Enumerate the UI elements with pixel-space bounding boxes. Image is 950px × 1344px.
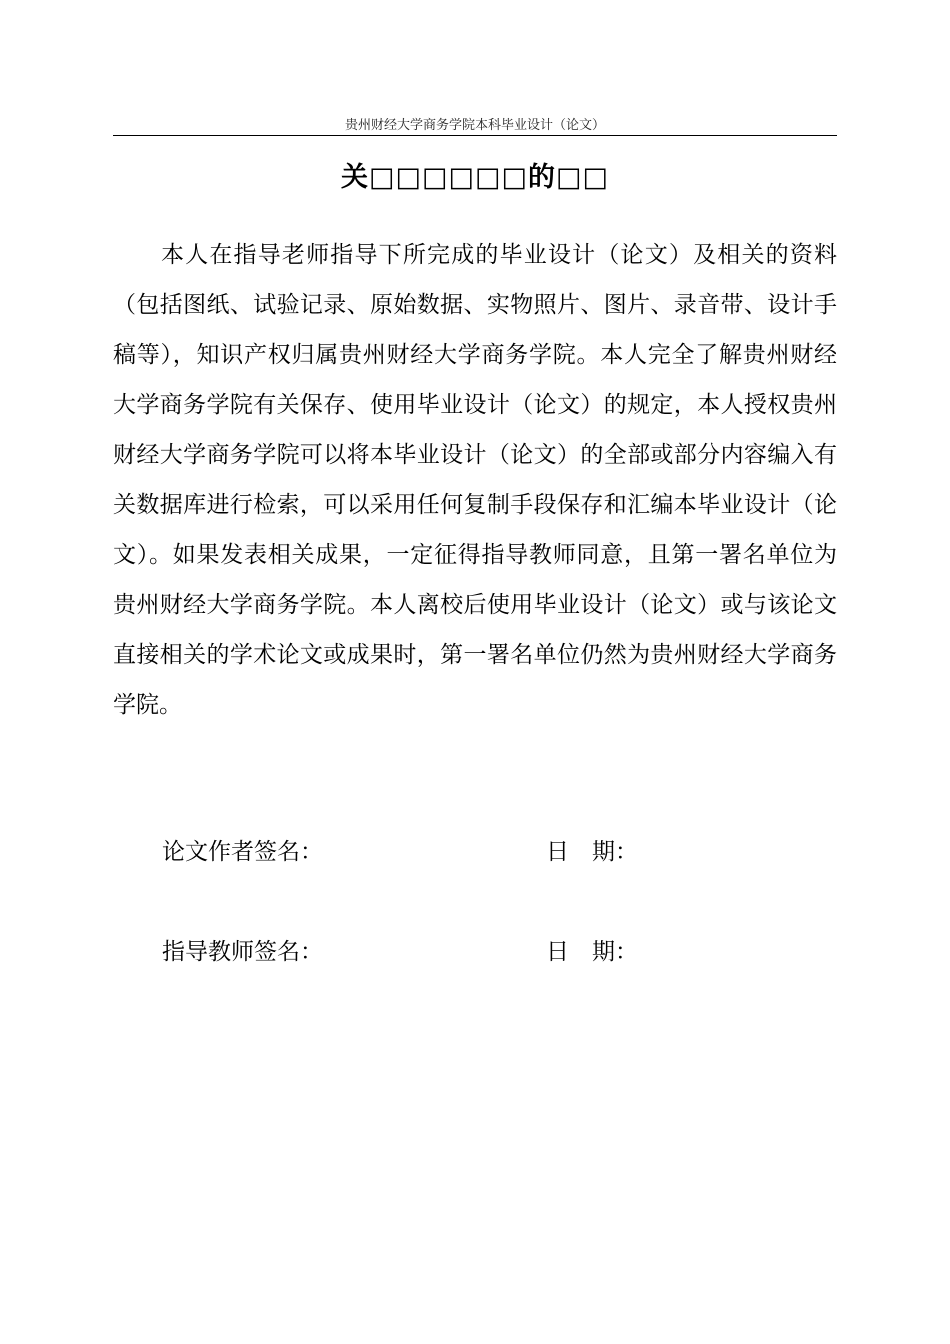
author-signature-row [162, 832, 762, 872]
document-title: 关□□□□□□的□□ [340, 162, 610, 193]
advisor-date-label: 日 期： [546, 939, 638, 965]
header-rule [113, 135, 837, 136]
advisor-signature-label: 指导教师签名： [162, 939, 323, 965]
statement-paragraph: 本人在指导老师指导下所完成的毕业设计（论文）及相关的资料（包括图纸、试验记录、原始数据、实物照片、图片、录音带、设计手稿等），知识产权归属贵州财经大学商务学院。本人完全了解贵州财经大学商务学院有关保存、使用毕业设计（论文）的规定，本人授权贵州财经大学商务学院可以将本毕业设计（论文）的全部或部分内容编入有关数据库进行检索，可以采用任何复制手段保存和汇编本毕业设计（论文）。如果发表相关成果，一定征得指导教师同意，且第一署名单位为贵州财经大学商务学院。本人离校后使用毕业设计（论文）或与该论文直接相关的学术论文或成果时，第一署名单位仍然为贵州财经大学商务学院。 [113, 242, 837, 718]
author-date-label: 日 期： [546, 839, 638, 865]
advisor-signature-row [162, 932, 762, 972]
author-signature-label: 论文作者签名： [162, 839, 323, 865]
running-header: 贵州财经大学商务学院本科毕业设计（论文） [344, 118, 605, 133]
